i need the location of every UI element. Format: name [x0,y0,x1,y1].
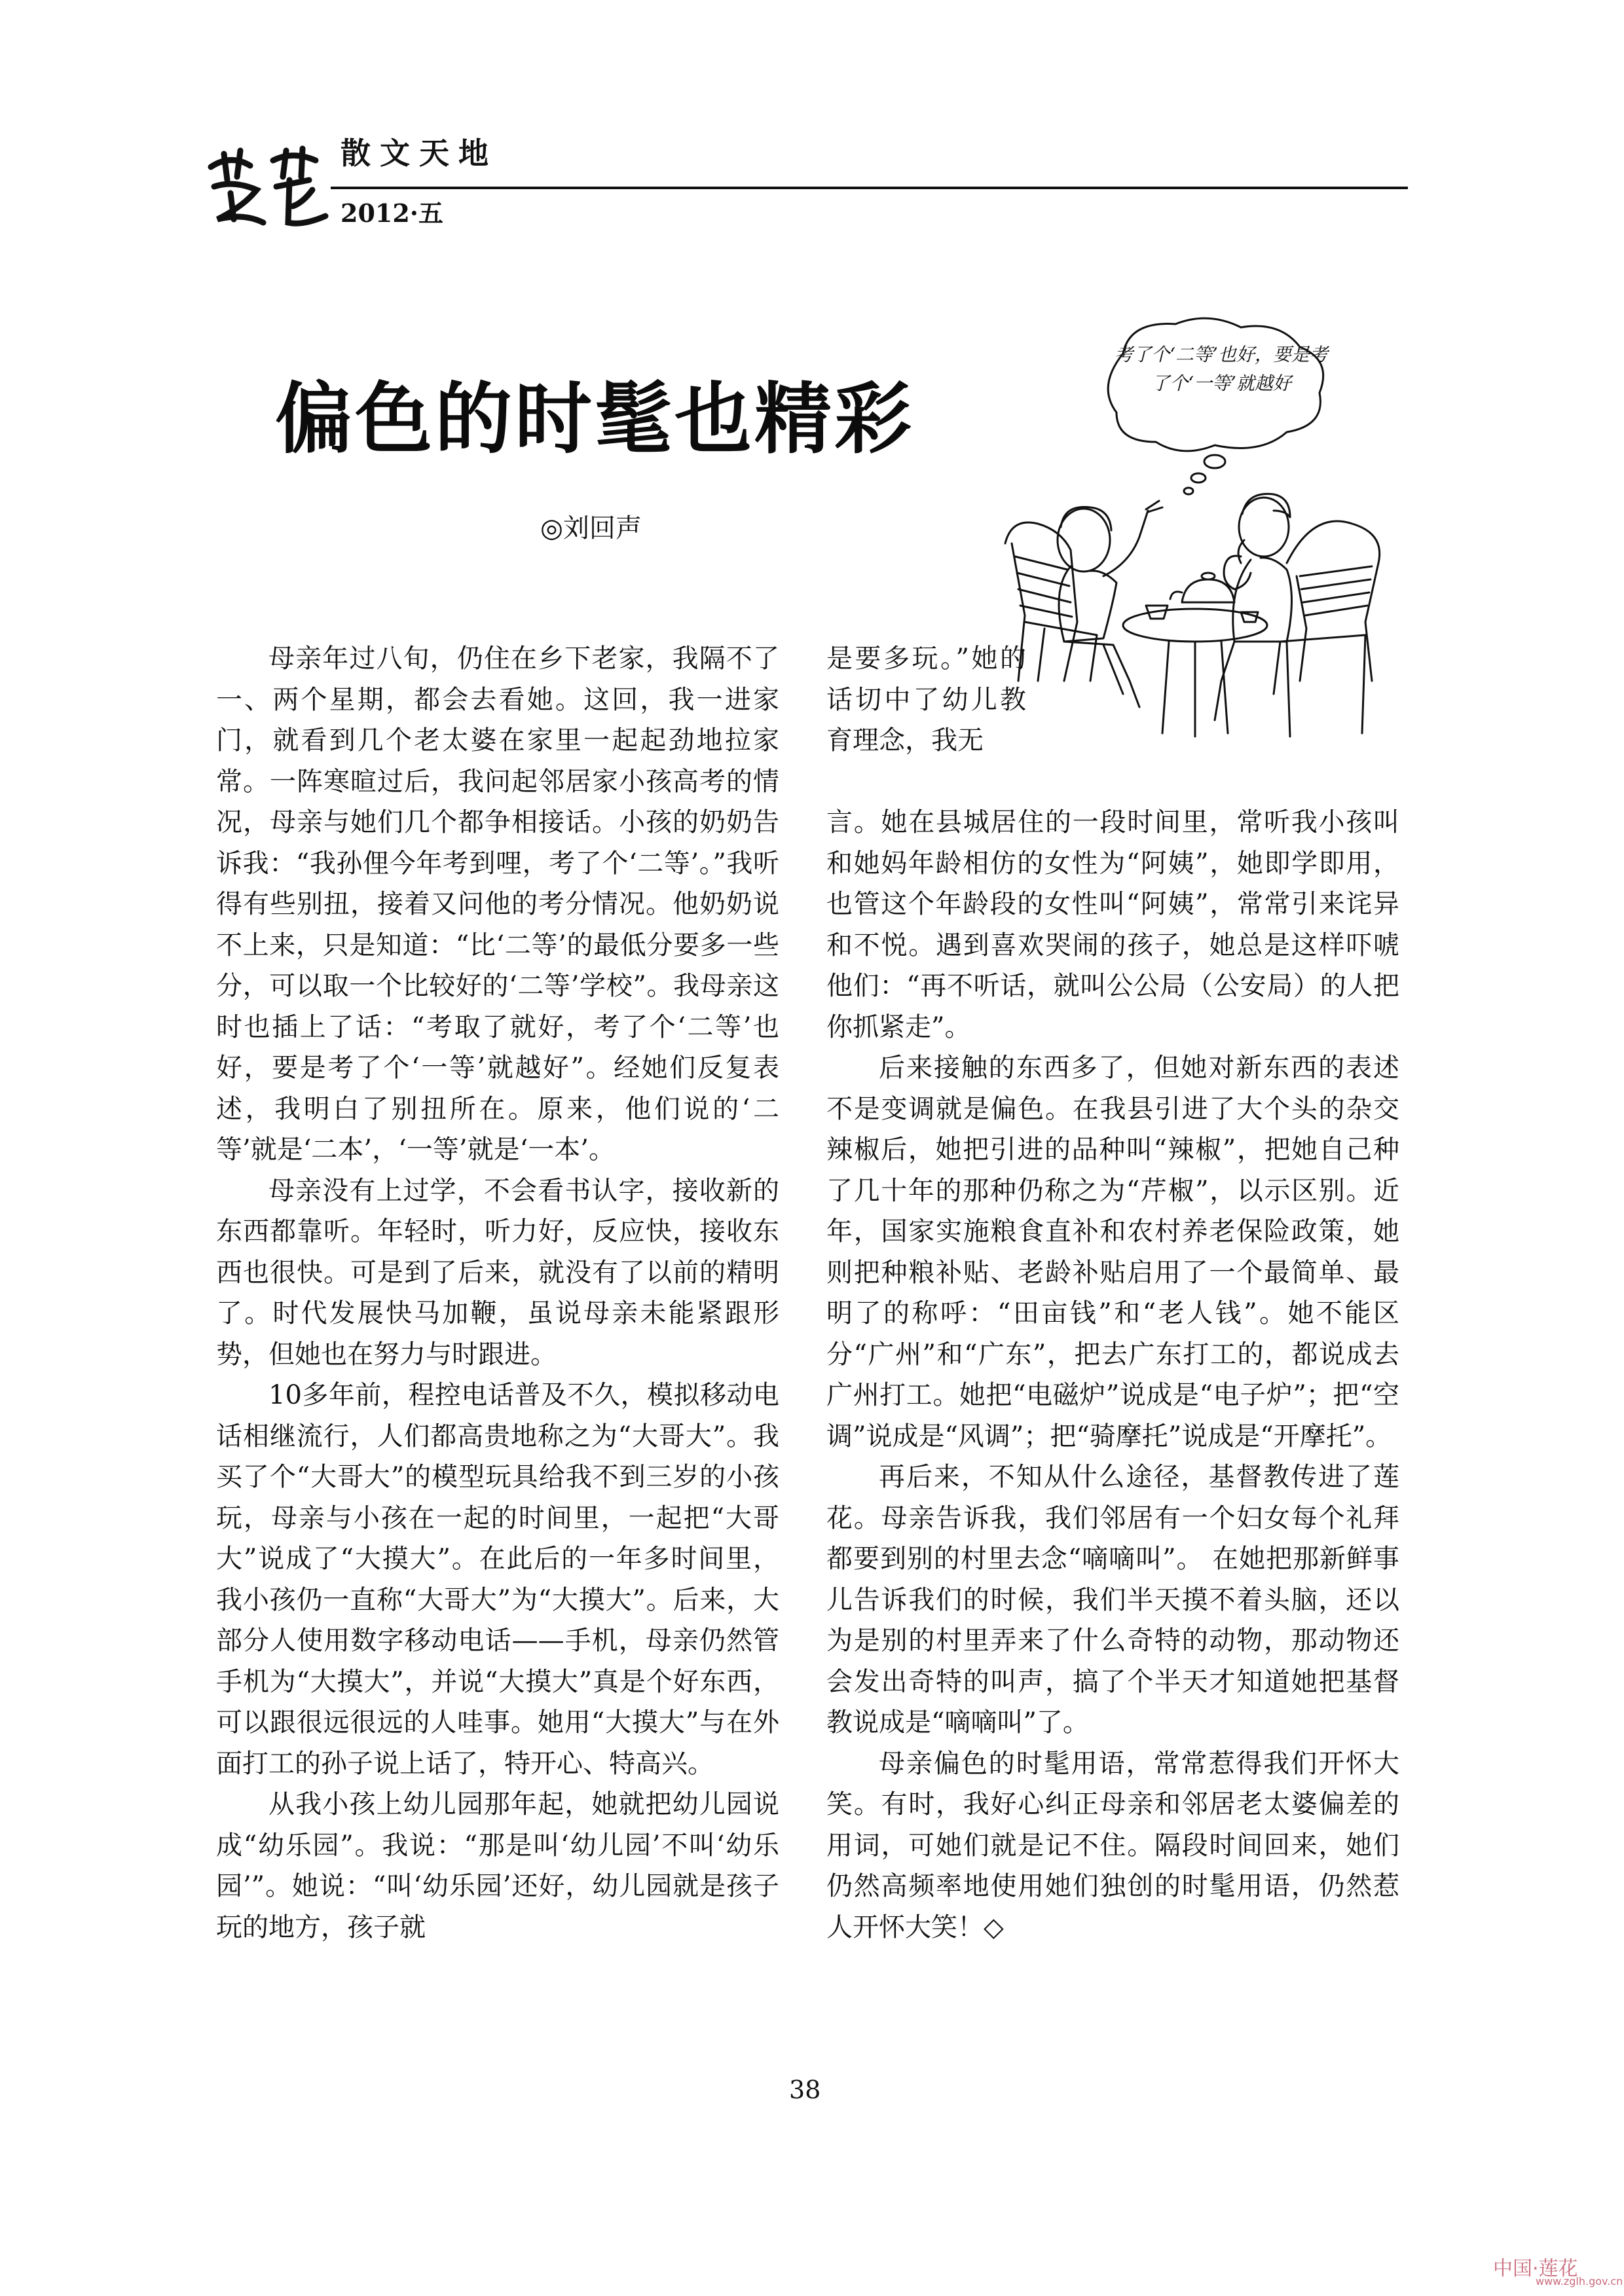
watermark: 中国·莲花 [1493,2257,1578,2280]
issue-label: 2012·五 [341,198,443,228]
paragraph: 言。她在县城居住的一段时间里，常听我小孩叫和她妈年龄相仿的女性为“阿姨”，她即学即用，也管这个年龄段的女性叫“阿姨”，常常引来诧异和不悦。遇到喜欢哭闹的孩子，她总是这样吓唬他们：“再不听话，就叫公公局（公安局）的人把你抓紧走”。 [826,807,1399,1042]
author-byline: ◎刘回声 [540,513,642,543]
left-column [216,638,779,1948]
right-column [826,802,1399,1948]
article-title: 偏色的时髦也精彩 [275,374,915,464]
lianhua-logo [204,141,335,232]
paragraph: 母亲没有上过学，不会看书认字，接收新的东西都靠听。年轻时，听力好，反应快，接收东西也很快。可是到了后来，就没有了以前的精明了。时代发展快马加鞭，虽说母亲未能紧跟形势，但她也在努力与时跟进。 [216,1175,779,1370]
paragraph: 母亲年过八旬，仍住在乡下老家，我隔不了一、两个星期，都会去看她。这回，我一进家门，就看到几个老太婆在家里一起起劲地拉家常。一阵寒暄过后，我问起邻居家小孩高考的情况，母亲与她们几个都争相接话。小孩的奶奶告诉我：“我孙俚今年考到哩，考了个‘二等’。”我听得有些别扭，接着又问他的考分情况。他奶奶说不上来，只是知道：“比‘二等’的最低分要多一些分，可以取一个比较好的‘二等’学校”。我母亲这时也插上了话：“考取了就好，考了个‘二等’也好，要是考了个‘一等’就越好”。经她们反复表述，我明白了别扭所在。原来，他们说的‘二等’就是‘二本’，‘一等’就是‘一本’。 [216,644,779,1165]
paragraph: 10多年前，程控电话普及不久，模拟移动电话相继流行，人们都高贵地称之为“大哥大”。我买了个“大哥大”的模型玩具给我不到三岁的小孩玩，母亲与小孩在一起的时间里，一起把“大哥大”说成了“大摸大”。在此后的一年多时间里，我小孩仍一直称“大哥大”为“大摸大”。后来，大部分人使用数字移动电话——手机，母亲仍然管手机为“大摸大”，并说“大摸大”真是个好东西，可以跟很远很远的人哇事。她用“大摸大”与在外面打工的孙子说上话了，特开心、特高兴。 [216,1380,779,1779]
right-column-top [826,638,1026,761]
paragraph: 再后来，不知从什么途径，基督教传进了莲花。母亲告诉我，我们邻居有一个妇女每个礼拜都要到别的村里去念“嘀嘀叫”。 在她把那新鲜事儿告诉我们的时候，我们半天摸不着头脑，还以为是别的村里弄来了什么奇特的动物，那动物还会发出奇特的叫声，搞了个半天才知道她把基督教说成是“嘀嘀叫”了。 [826,1462,1399,1738]
watermark-url: www.zglh.gov.cn [1536,2275,1623,2287]
paragraph: 从我小孩上幼儿园那年起，她就把幼儿园说成“幼乐园”。我说：“那是叫‘幼儿园’不叫‘幼乐园’”。她说：“叫‘幼乐园’还好，幼儿园就是孩子玩的地方，孩子就 [216,1789,779,1942]
header-rule [331,187,1408,189]
section-name: 散文天地 [341,136,498,171]
speech-bubble-text: 考了个‘二等’也好，要是考了个‘一等’就越好 [1115,344,1328,394]
page-number: 38 [789,2075,821,2104]
paragraph: 是要多玩。”她的话切中了幼儿教育理念，我无 [826,644,1026,756]
paragraph: 后来接触的东西多了，但她对新东西的表述不是变调就是偏色。在我县引进了大个头的杂交辣椒后，她把引进的品种叫“辣椒”，把她自己种了几十年的那种仍称之为“芹椒”，以示区别。近年，国家实施粮食直补和农村养老保险政策，她则把种粮补贴、老龄补贴启用了一个最简单、最明了的称呼：“田亩钱”和“老人钱”。她不能区分“广州”和“广东”，把去广东打工的，都说成去广州打工。她把“电磁炉”说成是“电子炉”；把“空调”说成是“风调”；把“骑摩托”说成是“开摩托”。 [826,1053,1399,1451]
paragraph: 母亲偏色的时髦用语，常常惹得我们开怀大笑。有时，我好心纠正母亲和邻居老太婆偏差的用词，可她们就是记不住。隔段时间回来，她们仍然高频率地使用她们独创的时髦用语，仍然惹人开怀大笑！◇ [826,1748,1399,1942]
